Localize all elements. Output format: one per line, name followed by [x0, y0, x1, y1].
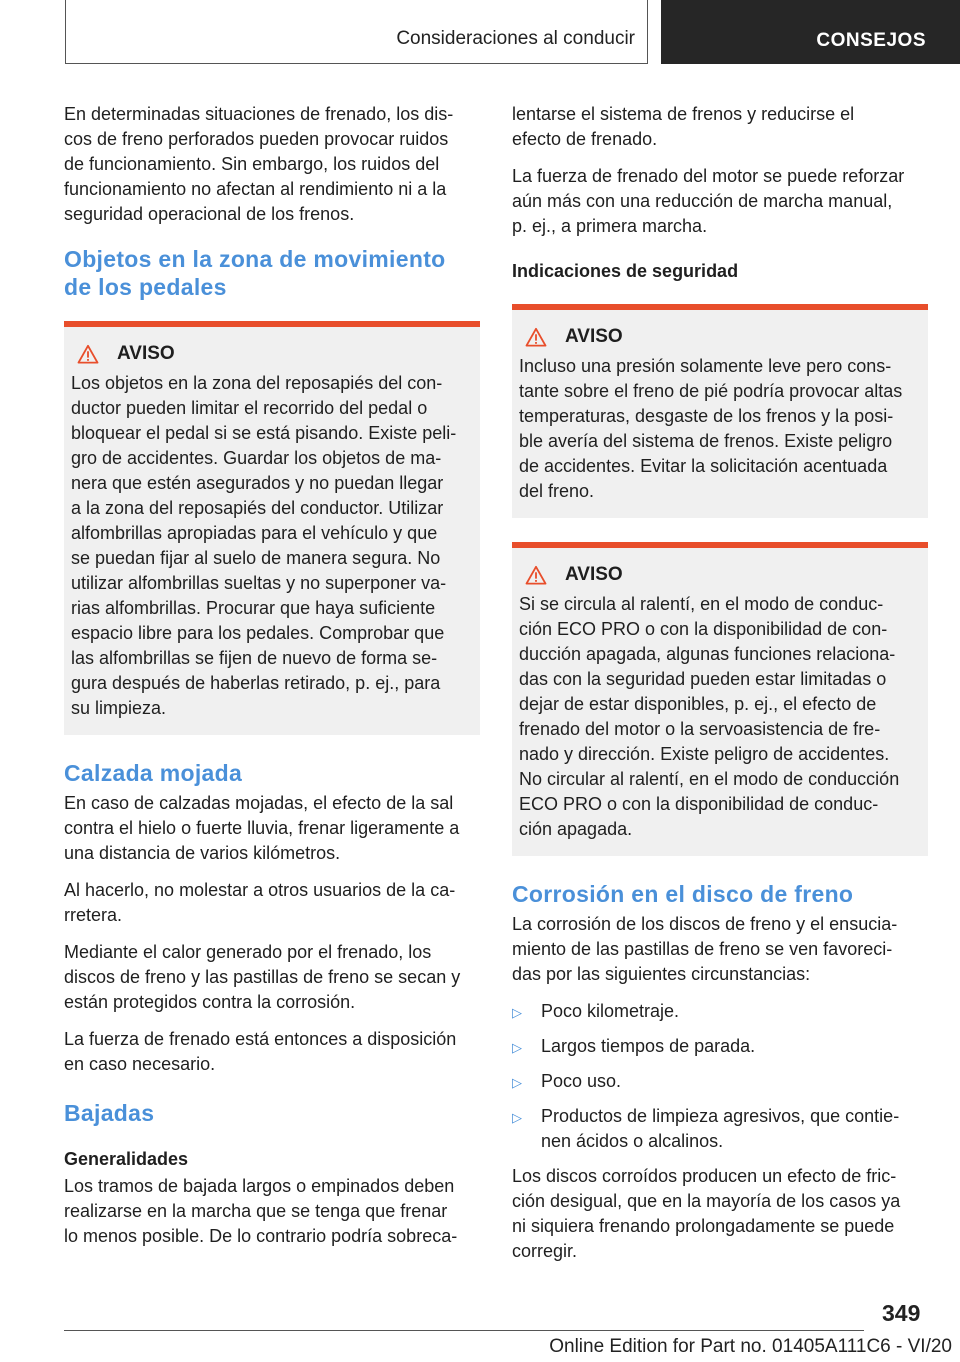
- warning-header: [519, 564, 922, 586]
- warning-box-freno: [512, 304, 928, 518]
- list-item: ▷ Largos tiempos de parada.: [512, 1034, 928, 1060]
- continued-paragraph-1: lentarse el sistema de frenos y reducirse el efecto de frenado.: [512, 104, 855, 149]
- list-item: ▷ Productos de limpieza agresivos, que contie- nen ácidos o alcalinos.: [512, 1104, 928, 1154]
- intro-paragraph: En determinadas situaciones de frenado, los dis- cos de freno perforados pueden provocar ruidos de funcionamiento. Sin embargo, los ruidos del funcionamiento no afectan al rendimiento ni a la seguridad operacional de los frenos.: [64, 104, 454, 224]
- heading-corrosion: Corrosión en el disco de freno: [512, 881, 854, 907]
- header-section-box: [65, 0, 648, 64]
- footer-divider: [64, 1330, 864, 1331]
- warning-text: Los objetos en la zona del reposapiés del con- ductor pueden limitar el recorrido del pedal o bloquear el pedal si se está pisando. Existe peli- gro de accidentes. Guardar los objetos de ma- nera que estén asegurados y no puedan llegar a la zona del reposapiés del conductor. Utilizar alfombrillas apropiadas para el vehículo y que se puedan fijar al suelo de manera segura. No utilizar alfombrillas sueltas y no superponer va- rias alfombrillas. Procurar que haya suficiente espacio libre para los pedales. Comprobar que las alfombrillas se fijen de nuevo de forma se- gura después de haberlas retirado, p. ej., para su limpieza.: [71, 373, 457, 718]
- warning-text: Si se circula al ralentí, en el modo de conduc- ción ECO PRO o con la disponibilidad de con- ducción apagada, algunas funciones relaciona- das con la seguridad pueden estar limitadas o dejar de estar disponibles, p. ej., el efecto de frenado del motor o la servoasistencia de fre- nado y dirección. Existe peligro de accidentes. No circular al ralentí, en el modo de conducción ECO PRO o con la disponibilidad de conduc- ción apagada.: [519, 594, 900, 839]
- header-chapter-tab: [661, 0, 960, 64]
- corrosion-paragraph-1: La corrosión de los discos de freno y el ensucia- miento de las pastillas de freno se ven favoreci- das por las siguientes circunstancias:: [512, 914, 898, 984]
- warning-title: AVISO: [117, 343, 175, 364]
- warning-triangle-icon: [525, 565, 547, 585]
- heading-bajadas: Bajadas: [64, 1100, 155, 1126]
- calzada-paragraph-1: En caso de calzadas mojadas, el efecto de la sal contra el hielo o fuerte lluvia, frenar ligeramente a una distancia de varios kilómetros.: [64, 793, 460, 863]
- bajadas-paragraph: Los tramos de bajada largos o empinados deben realizarse en la marcha que se tenga que frenar lo menos posible. De lo contrario podría sobreca-: [64, 1176, 458, 1246]
- left-column: [64, 102, 480, 1261]
- continued-paragraph-2: La fuerza de frenado del motor se puede reforzar aún más con una reducción de marcha manual, p. ej., a primera marcha.: [512, 166, 905, 236]
- calzada-paragraph-4: La fuerza de frenado está entonces a disposición en caso necesario.: [64, 1029, 457, 1074]
- right-column: [512, 102, 928, 1276]
- heading-seguridad: Indicaciones de seguridad: [512, 261, 739, 281]
- header-chapter-title: CONSEJOS: [816, 30, 926, 51]
- warning-title: AVISO: [565, 326, 623, 347]
- corrosion-paragraph-2: Los discos corroídos producen un efecto de fric- ción desigual, que en la mayoría de los casos ya ni siquiera frenando prolongadamente se puede corregir.: [512, 1166, 901, 1261]
- heading-calzada: Calzada mojada: [64, 760, 243, 786]
- warning-triangle-icon: [77, 344, 99, 364]
- warning-title: AVISO: [565, 564, 623, 585]
- header-section-title: Consideraciones al conducir: [396, 28, 635, 49]
- warning-box-pedales: [64, 321, 480, 735]
- bullet-triangle-icon: ▷: [512, 1110, 522, 1125]
- page-number: 349: [882, 1300, 921, 1326]
- bullet-triangle-icon: ▷: [512, 1005, 522, 1020]
- bullet-triangle-icon: ▷: [512, 1075, 522, 1090]
- corrosion-bullet-list: [512, 999, 928, 1154]
- calzada-paragraph-2: Al hacerlo, no molestar a otros usuarios de la ca- rretera.: [64, 880, 456, 925]
- bullet-triangle-icon: ▷: [512, 1040, 522, 1055]
- warning-text: Incluso una presión solamente leve pero cons- tante sobre el freno de pié podría provocar altas temperaturas, desgaste de los frenos y la posi- ble avería del sistema de frenos. Existe peligro de accidentes. Evitar la solicitación acentuada del freno.: [519, 356, 903, 501]
- list-item: ▷ Poco kilometraje.: [512, 999, 928, 1025]
- warning-header: [519, 326, 922, 348]
- warning-triangle-icon: [525, 327, 547, 347]
- footer-edition: Online Edition for Part no. 01405A111C6 - VI/20: [549, 1336, 952, 1357]
- heading-generalidades: Generalidades: [64, 1149, 189, 1169]
- warning-header: [71, 343, 474, 365]
- list-item: ▷ Poco uso.: [512, 1069, 928, 1095]
- heading-pedales: Objetos en la zona de movimiento de los pedales: [64, 246, 446, 300]
- warning-box-ralenti: [512, 542, 928, 856]
- calzada-paragraph-3: Mediante el calor generado por el frenado, los discos de freno y las pastillas de freno se secan y están protegidos contra la corrosión.: [64, 942, 461, 1012]
